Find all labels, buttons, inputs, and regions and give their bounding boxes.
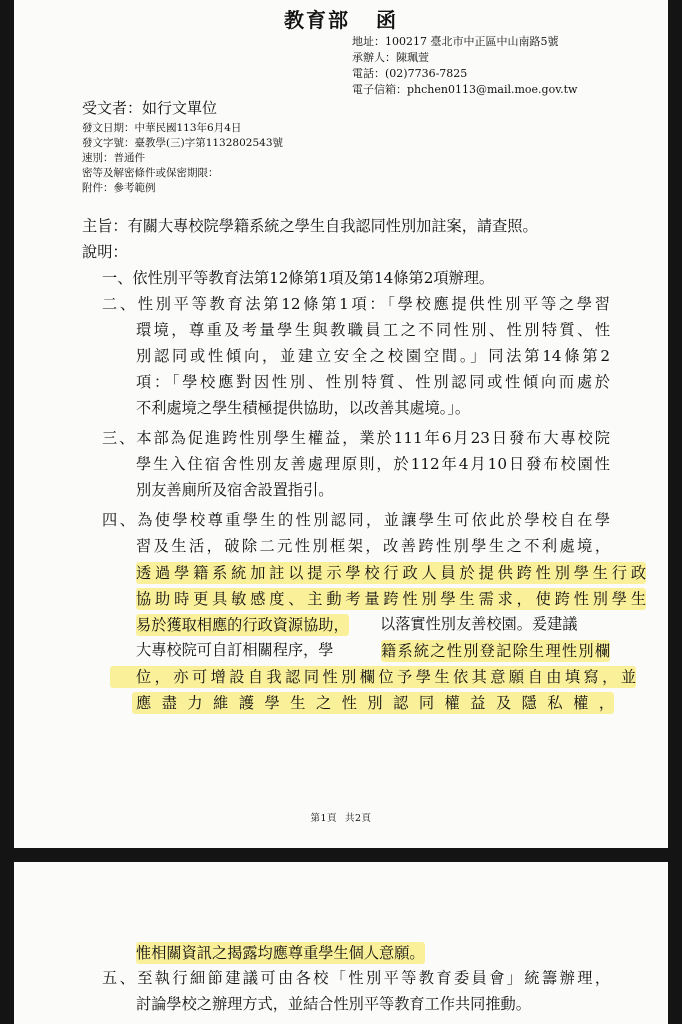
item-4-line-6-highlight: 籍系統之性別登記除生理性別欄 [381, 642, 610, 660]
item-2-line-4: 項：「學校應對因性別、性別特質、性別認同或性傾向而處於 [136, 373, 610, 391]
page-total: 共2頁 [345, 813, 372, 824]
page-number: 第1頁 [310, 813, 337, 824]
item-5-line-2: 討論學校之辦理方式，並結合性別平等教育工作共同推動。 [136, 995, 531, 1013]
item-3-line-2: 學生入住宿舍性別友善處理原則，於112年4月10日發布校園性 [136, 455, 610, 473]
item-4-line-4-highlight: 協助時更具敏感度、主動考量跨性別學生需求，使跨性別學生 [136, 590, 646, 608]
document-page-1 [14, 0, 668, 848]
document-page-2 [14, 862, 668, 1024]
item-4-continuation-highlight: 惟相關資訊之揭露均應尊重學生個人意願。 [136, 944, 425, 962]
item-1: 一、依性別平等教育法第12條第1項及第14條第2項辦理。 [102, 269, 495, 287]
item-4-line-5: 以落實性別友善校園。爰建議 [380, 615, 578, 633]
explanation-label: 說明： [82, 243, 128, 261]
item-4-line-8-highlight: 應盡力維護學生之性別認同權益及隱私權， [132, 692, 614, 714]
item-4-line-1: 四、為使學校尊重學生的性別認同，並讓學生可依此於學校自在學 [102, 511, 610, 529]
title-agency: 教育部 [284, 8, 350, 32]
speed: 速別：普通件 [82, 152, 145, 164]
item-4-line-3-highlight: 透過學籍系統加註以提示學校行政人員於提供跨性別學生行政 [136, 564, 646, 582]
item-2-line-5: 不利處境之學生積極提供協助，以改善其處境。」。 [136, 399, 471, 417]
subject: 主旨：有關大專校院學籍系統之學生自我認同性別加註案，請查照。 [82, 217, 538, 235]
classification: 密等及解密條件或保密期限： [82, 167, 219, 179]
item-2-line-3: 別認同或性傾向，並建立安全之校園空間。」同法第14條第2 [136, 347, 610, 365]
recipient: 受文者：如行文單位 [82, 99, 218, 117]
issue-date: 發文日期：中華民國113年6月4日 [82, 122, 242, 134]
issue-number: 發文字號：臺教學(三)字第1132802543號 [82, 137, 283, 149]
item-2-line-2: 環境，尊重及考量學生與教職員工之不同性別、性別特質、性 [136, 321, 610, 339]
item-4-line-2: 習及生活，破除二元性別框架，改善跨性別學生之不利處境， [136, 537, 610, 555]
item-3-line-1: 三、本部為促進跨性別學生權益，業於111年6月23日發布大專校院 [102, 429, 610, 447]
page-footer [14, 810, 668, 824]
item-4-line-7-highlight: 位，亦可增設自我認同性別欄位予學生依其意願自由填寫，並 [110, 666, 636, 688]
item-2-line-1: 二、性別平等教育法第12條第1項：「學校應提供性別平等之學習 [102, 295, 610, 313]
contact-person: 承辦人：陳珮萱 [352, 51, 429, 64]
email: 電子信箱：phchen0113@mail.moe.gov.tw [352, 83, 578, 96]
attachment: 附件：參考範例 [82, 182, 156, 194]
title-doc-type: 函 [376, 8, 398, 32]
item-4-line-6: 大專校院可自訂相關程序，學 [136, 641, 334, 659]
item-4-line-5-highlight: 易於獲取相應的行政資源協助， [136, 616, 349, 634]
document-title [14, 4, 668, 33]
item-5-line-1: 五、至執行細節建議可由各校「性別平等教育委員會」統籌辦理， [102, 969, 610, 987]
address: 地址：100217 臺北市中正區中山南路5號 [352, 35, 559, 48]
phone: 電話：(02)7736-7825 [352, 67, 468, 80]
item-3-line-3: 別友善廁所及宿舍設置指引。 [136, 481, 334, 499]
